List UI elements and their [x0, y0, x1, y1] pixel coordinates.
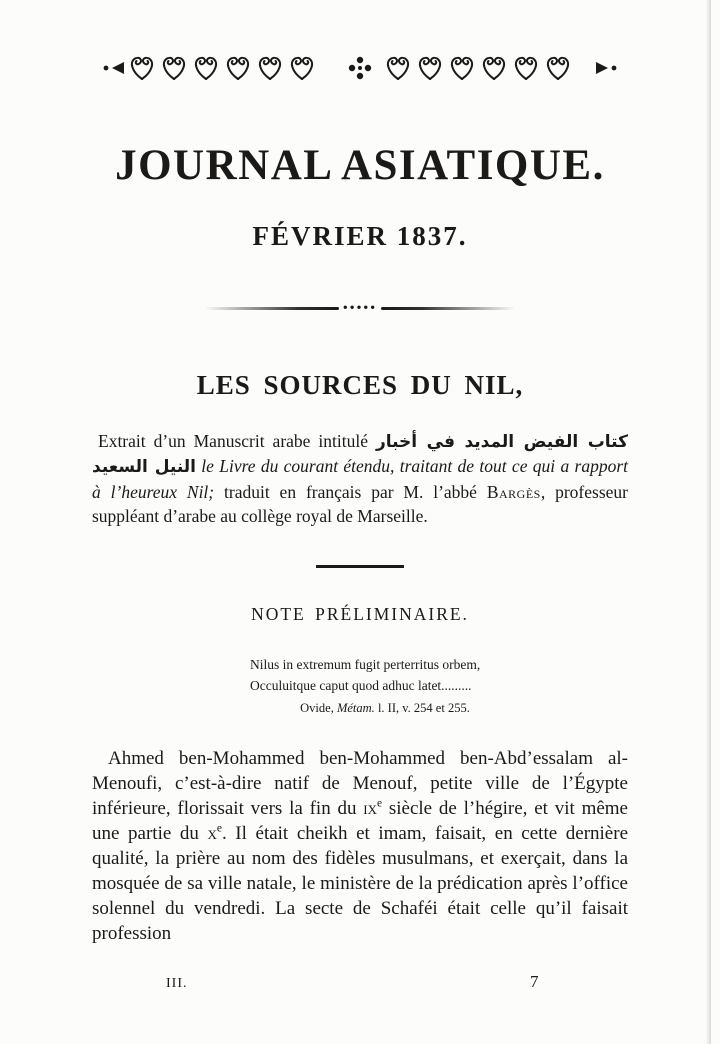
- roman-numeral-x: x: [207, 822, 217, 844]
- body-paragraph: [92, 746, 628, 946]
- abstract-credit: traduit en français par M. l’abbé: [224, 481, 487, 502]
- arabic-manuscript-title: كتاب الفيض المديد في أخبار النيل السعيد: [92, 432, 628, 478]
- floral-ornament: [92, 52, 628, 84]
- divider-line-left: [205, 307, 339, 310]
- body-segment-1: Ahmed ben-Mohammed ben-Mohammed ben-Abd’essalam al-Menoufi, c’est-à-dire natif de Menouf, petite ville de l’Égypte inférieure, florissait vers la fin du: [92, 747, 628, 819]
- epigraph-line-2: Occuluitque caput quod adhuc latet.........: [250, 677, 472, 693]
- abstract-paragraph: [92, 429, 628, 529]
- section-rule: [316, 565, 404, 568]
- body-segment-3: . Il était cheikh et imam, faisait, en cette dernière qualité, la prière au nom des fidèles musulmans, et exerçait, dans la mosquée de sa ville natale, le ministère de la prédication après l’office solennel du vendredi. La secte de Schaféi était celle qu’il faisait profession: [92, 822, 628, 944]
- ordinal-superscript: e: [216, 822, 222, 835]
- epigraph: [250, 655, 520, 718]
- signature-mark: III.: [166, 976, 188, 991]
- roman-numeral-ix: ix: [363, 797, 377, 819]
- divider-line-right: [381, 307, 515, 310]
- abstract-translation: le Livre du courant étendu, traitant de tout ce qui a rapport à l’heureux Nil;: [92, 456, 628, 502]
- issue-date: FÉVRIER 1837.: [252, 221, 468, 252]
- abstract-intro: Extrait d’un Manuscrit arabe intitulé: [98, 431, 376, 452]
- article-title: LES SOURCES DU NIL,: [196, 370, 524, 401]
- epigraph-author: Ovide,: [300, 700, 337, 715]
- abstract-credit-cont: , professeur suppléant d’arabe au collège royal de Marseille.: [92, 481, 628, 527]
- epigraph-work: Métam.: [336, 700, 375, 715]
- ordinal-superscript: e: [377, 797, 383, 810]
- divider-beads: ●●●●●: [342, 302, 378, 312]
- journal-title: JOURNAL ASIATIQUE.: [115, 142, 605, 189]
- epigraph-attribution: [250, 699, 520, 718]
- section-heading: NOTE PRÉLIMINAIRE.: [251, 603, 469, 624]
- body-segment-2: siècle de l’hégire, et vit même une partie du: [92, 797, 628, 844]
- section-divider: [205, 304, 515, 312]
- epigraph-reference: l. II, v. 254 et 255.: [374, 700, 470, 715]
- page-number: 7: [530, 972, 539, 991]
- epigraph-line-1: Nilus in extremum fugit perterritus orbem,: [250, 656, 481, 672]
- translator-name: Bargès: [486, 481, 541, 502]
